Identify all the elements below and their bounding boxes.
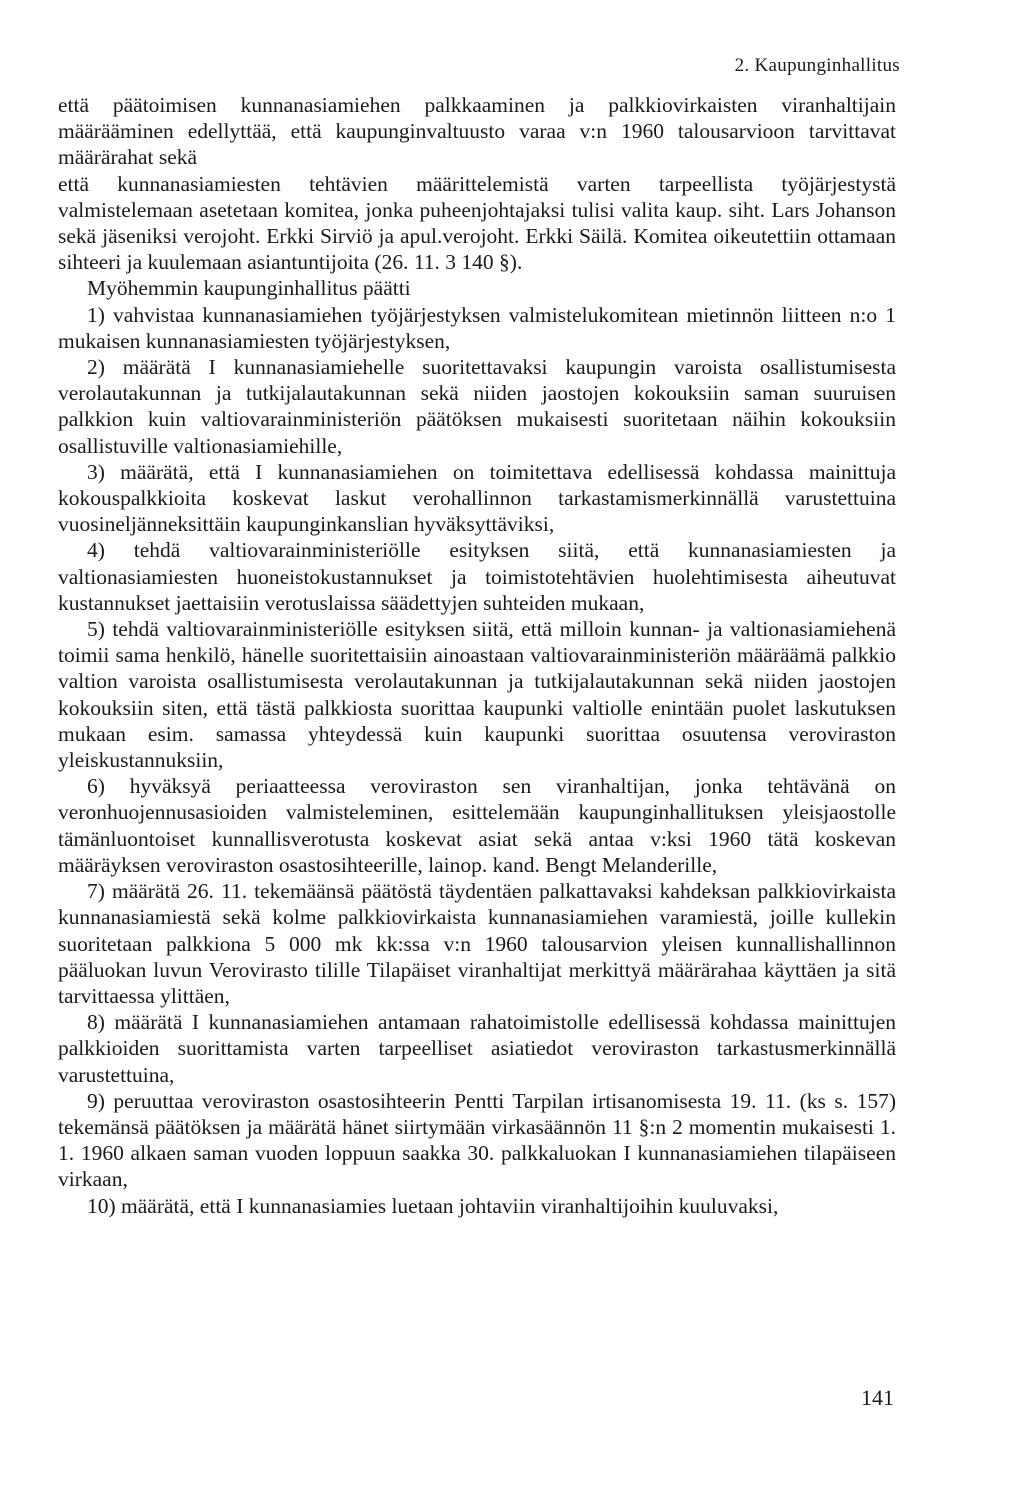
list-item: 7) määrätä 26. 11. tekemäänsä päätöstä täydentäen palkattavaksi kahdeksan palkkiovirkaista kunnanasiamiestä sekä kolme palkkiovirkaista kunnanasiamiehen varamiestä, joille kullekin suoritetaan palkkiona 5 000 mk kk:ssa v:n 1960 talousarvion yleisen kunnallishallinnon pääluokan luvun Verovirasto tilille Tilapäiset viranhaltijat merkittyä määrärahaa käyttäen ja sitä tarvittaessa ylittäen, — [58, 879, 896, 1008]
paragraph: että kunnanasiamiesten tehtävien määrittelemistä varten tarpeellista työjärjestystä valmistelemaan asetetaan komitea, jonka puheenjohtajaksi tulisi valita kaup. siht. Lars Johanson sekä jäseniksi verojoht. Erkki Sirviö ja apul.verojoht. Erkki Säilä. Komitea oikeutettiin ottamaan sihteeri ja kuulemaan asiantuntijoita (26. 11. 3 140 §). — [58, 171, 896, 275]
list-item: 4) tehdä valtiovarainministeriölle esityksen siitä, että kunnanasiamiesten ja valtionasiamiesten huoneistokustannukset ja toimistotehtävien huolehtimisesta aiheutuvat kustannukset jaettaisiin verotuslaissa säädettyjen suhteiden mukaan, — [58, 538, 896, 615]
list-item: 1) vahvistaa kunnanasiamiehen työjärjestyksen valmistelukomitean mietinnön liitteen n:o 1 mukaisen kunnanasiamiesten työjärjestyksen, — [58, 302, 896, 353]
list-item: 9) peruuttaa veroviraston osastosihteerin Pentti Tarpilan irtisanomisesta 19. 11. (ks s. 157) tekemänsä päätöksen ja määrätä hänet siirtymään virkasäännön 11 §:n 2 momentin mukaisesti 1. 1. 1960 alkaen saman vuoden loppuun saakka 30. palkkaluokan I kunnanasiamiehen tilapäiseen virkaan, — [58, 1088, 896, 1192]
paragraph: Myöhemmin kaupunginhallitus päätti — [87, 276, 411, 301]
list-item: 8) määrätä I kunnanasiamiehen antamaan rahatoimistolle edellisessä kohdassa mainittujen palkkioiden suorittamista varten tarpeelliset asiatiedot veroviraston tarkastusmerkinnällä varustettuina, — [58, 1010, 896, 1087]
list-item: 5) tehdä valtiovarainministeriölle esityksen siitä, että milloin kunnan- ja valtionasiamiehenä toimii sama henkilö, hänelle suoritettaisiin ainoastaan valtiovarainministeriön määräämä palkkio valtion varoista osallistumisesta verolautakunnan ja tutkijalautakunnan sekä niiden jaostojen kokouksiin siten, että tästä palkkiosta suorittaa kaupunki valtiolle enintään puolet laskutuksen mukaan esim. samassa yhteydessä kuin kaupunki suorittaa osuutensa veroviraston yleiskustannuksiin, — [58, 617, 896, 773]
list-item: 10) määrätä, että I kunnanasiamies luetaan johtaviin viranhaltijoihin kuuluvaksi, — [87, 1193, 779, 1218]
page-number: 141 — [861, 1385, 894, 1410]
list-item: 3) määrätä, että I kunnanasiamiehen on toimitettava edellisessä kohdassa mainittuja kokouspalkkioita koskevat laskut verohallinnon tarkastamismerkinnällä varustettuina vuosineljänneksittäin kaupunginkanslian hyväksyttäviksi, — [58, 459, 896, 537]
paragraph: että päätoimisen kunnanasiamiehen palkkaaminen ja palkkiovirkaisten viranhaltijain määrääminen edellyttää, että kaupunginvaltuusto varaa v:n 1960 talousarvioon tarvittavat määrärahat sekä — [58, 93, 896, 170]
list-item: 2) määrätä I kunnanasiamiehelle suoritettavaksi kaupungin varoista osallistumisesta verolautakunnan ja tutkijalautakunnan sekä niiden jaostojen kokouksiin saman suuruisen palkkion kuin valtiovarainministeriön päätöksen mukaisesti suoritetaan näihin kokouksiin osallistuville valtionasiamiehille, — [58, 355, 896, 458]
running-head: 2. Kaupunginhallitus — [734, 55, 900, 76]
body-text — [58, 92, 896, 1219]
list-item: 6) hyväksyä periaatteessa veroviraston sen viranhaltijan, jonka tehtävänä on veronhuojennusasioiden valmisteleminen, esittelemään kaupunginhallituksen yleisjaostolle tämänluontoiset kunnallisverotusta koskevat asiat sekä antaa v:ksi 1960 tätä koskevan määräyksen veroviraston osastosihteerille, lainop. kand. Bengt Melanderille, — [58, 774, 896, 877]
